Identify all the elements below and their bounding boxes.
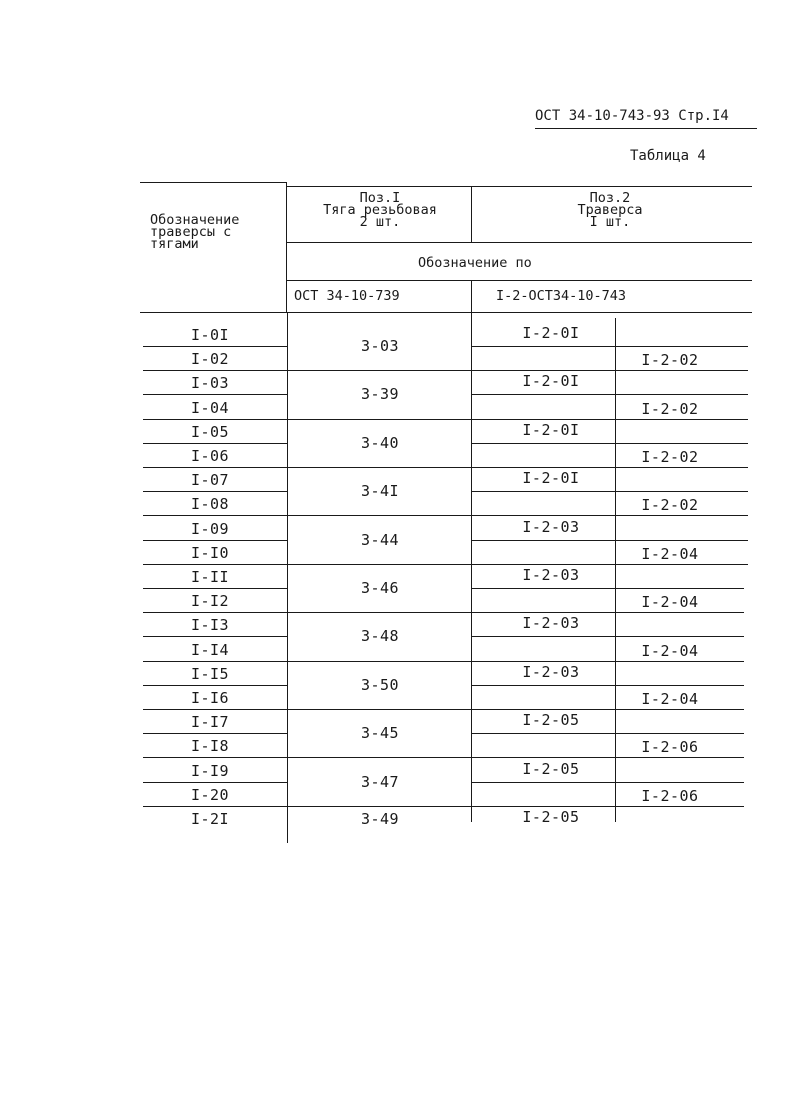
row-rule-traverse [471,685,744,686]
header-pos1 [290,192,470,228]
table-cell-rod: 3-4I [360,482,400,501]
table-row-designation: I-I0 [190,543,230,562]
table-row-designation: I-I6 [190,689,230,707]
table-cell-traverse-second: I-2-04 [641,690,699,708]
header-pos2-line2: Траверса [577,202,643,218]
table-row-designation: I-2I [190,810,230,828]
header-top-rule [140,182,286,183]
table-cell-traverse-second: I-2-04 [641,593,699,612]
header-pos1-line2: Тяга резьбовая [323,202,437,218]
row-rule-full [287,612,744,613]
table-cell-traverse-second: I-2-02 [641,351,699,370]
row-rule-full [287,370,748,371]
document-code: ОСТ 34-10-743-93 Стр.I4 [535,108,729,124]
header-col-divider-1 [286,182,287,312]
header-pos2-line1: Поз.2 [589,190,631,206]
body-col-divider-2 [471,312,472,822]
header-col1 [150,214,276,250]
table-cell-traverse-first: I-2-05 [522,759,580,778]
table-cell-rod: 3-46 [360,579,400,597]
table-cell-rod: 3-39 [360,385,400,404]
table-cell-traverse-first: I-2-0I [522,420,580,439]
row-rule-traverse [471,443,748,444]
table-row-designation: I-02 [190,350,230,369]
table-cell-rod: 3-44 [360,530,400,549]
row-rule-col1 [143,370,287,371]
header-pos-rule [286,242,752,243]
row-rule-full [287,564,748,565]
table-row-designation: I-0I [190,326,230,344]
table-row-designation: I-I2 [190,592,230,611]
table-row-designation: I-04 [190,398,230,417]
table-cell-traverse-first: I-2-0I [522,469,580,488]
table-row-designation: I-09 [190,519,230,538]
header-col-divider-2b [471,280,472,312]
row-rule-col1 [143,733,287,734]
table-row-designation: I-20 [190,785,230,804]
row-rule-col1 [143,782,287,783]
table-cell-traverse-second: I-2-06 [641,786,699,805]
table-row-designation: I-06 [190,447,230,465]
row-rule-col1 [143,588,287,589]
row-rule-full [287,515,748,516]
row-rule-full [287,467,748,468]
header-designation-by: Обозначение по [418,255,532,271]
table-cell-traverse-second: I-2-02 [641,448,699,466]
table-cell-traverse-first: I-2-0I [522,372,580,391]
row-rule-col1 [143,564,287,565]
row-rule-full [287,709,744,710]
header-designation-rule [286,280,752,281]
table-cell-traverse-first: I-2-05 [522,808,580,826]
row-rule-full [287,661,744,662]
row-rule-col1 [143,806,287,807]
header-pos1-line1: Поз.I [359,190,401,206]
table-row-designation: I-I4 [190,640,230,659]
table-row-designation: I-I5 [190,664,230,683]
table-cell-rod: 3-49 [360,810,400,828]
table-cell-traverse-second: I-2-04 [641,641,699,660]
row-rule-col1 [143,636,287,637]
row-rule-traverse [471,346,748,347]
row-rule-col1 [143,540,287,541]
table-cell-traverse-second: I-2-02 [641,496,699,515]
row-rule-col1 [143,515,287,516]
header-std1: ОСТ 34-10-739 [294,288,400,304]
table-cell-traverse-first: I-2-03 [522,614,580,633]
row-rule-col1 [143,443,287,444]
row-rule-traverse [471,540,748,541]
table-cell-traverse-first: I-2-03 [522,517,580,536]
row-rule-traverse [471,733,744,734]
table-cell-rod: 3-50 [360,675,400,694]
table-cell-traverse-first: I-2-05 [522,711,580,730]
document-code-underline [535,128,757,129]
header-pos2 [520,192,700,228]
table-cell-traverse-second: I-2-02 [641,399,699,418]
table-row-designation: I-I9 [190,761,230,780]
table-cell-rod: 3-48 [360,627,400,646]
row-rule-col1 [143,612,287,613]
header-pos1-line3: 2 шт. [359,214,401,230]
header-col-divider-2a [471,186,472,242]
row-rule-col1 [143,394,287,395]
header-pos2-line3: I шт. [589,214,631,230]
row-rule-col1 [143,467,287,468]
header-col1-line1: Обозначение [150,212,240,228]
header-col1-line3: тягами [150,236,199,252]
row-rule-traverse [471,636,744,637]
table-cell-traverse-first: I-2-03 [522,662,580,681]
header-bottom-rule [140,312,752,313]
row-rule-full [287,419,748,420]
row-rule-full [287,757,744,758]
body-col-divider-1 [287,312,288,843]
table-row-designation: I-I7 [190,713,230,732]
row-rule-col1 [143,419,287,420]
row-rule-traverse [471,588,744,589]
table-cell-rod: 3-45 [360,724,400,743]
row-rule-col1 [143,757,287,758]
table-cell-traverse-first: I-2-03 [522,566,580,584]
table-title: Таблица 4 [630,148,706,164]
table-row-designation: I-05 [190,422,230,441]
table-row-designation: I-03 [190,374,230,393]
row-rule-col1 [143,346,287,347]
row-rule-col1 [143,709,287,710]
table-cell-traverse-second: I-2-04 [641,544,699,563]
row-rule-traverse [471,394,748,395]
table-row-designation: I-II [190,568,230,586]
table-row-designation: I-08 [190,495,230,514]
row-rule-col1 [143,491,287,492]
row-rule-col1 [143,661,287,662]
row-rule-full [287,806,744,807]
table-cell-traverse-first: I-2-0I [522,324,580,342]
table-cell-rod: 3-47 [360,772,400,791]
header-top-rule-right [286,186,752,187]
row-rule-traverse [471,782,744,783]
table-cell-rod: 3-40 [360,433,400,452]
table-cell-traverse-second: I-2-06 [641,738,699,757]
row-rule-traverse [471,491,748,492]
header-std2: I-2-ОСТ34-10-743 [496,288,627,304]
table-row-designation: I-I3 [190,616,230,635]
header-col1-line2: траверсы с [150,224,232,240]
table-cell-rod: 3-03 [360,337,400,355]
row-rule-col1 [143,685,287,686]
table-row-designation: I-I8 [190,737,230,756]
table-row-designation: I-07 [190,471,230,490]
